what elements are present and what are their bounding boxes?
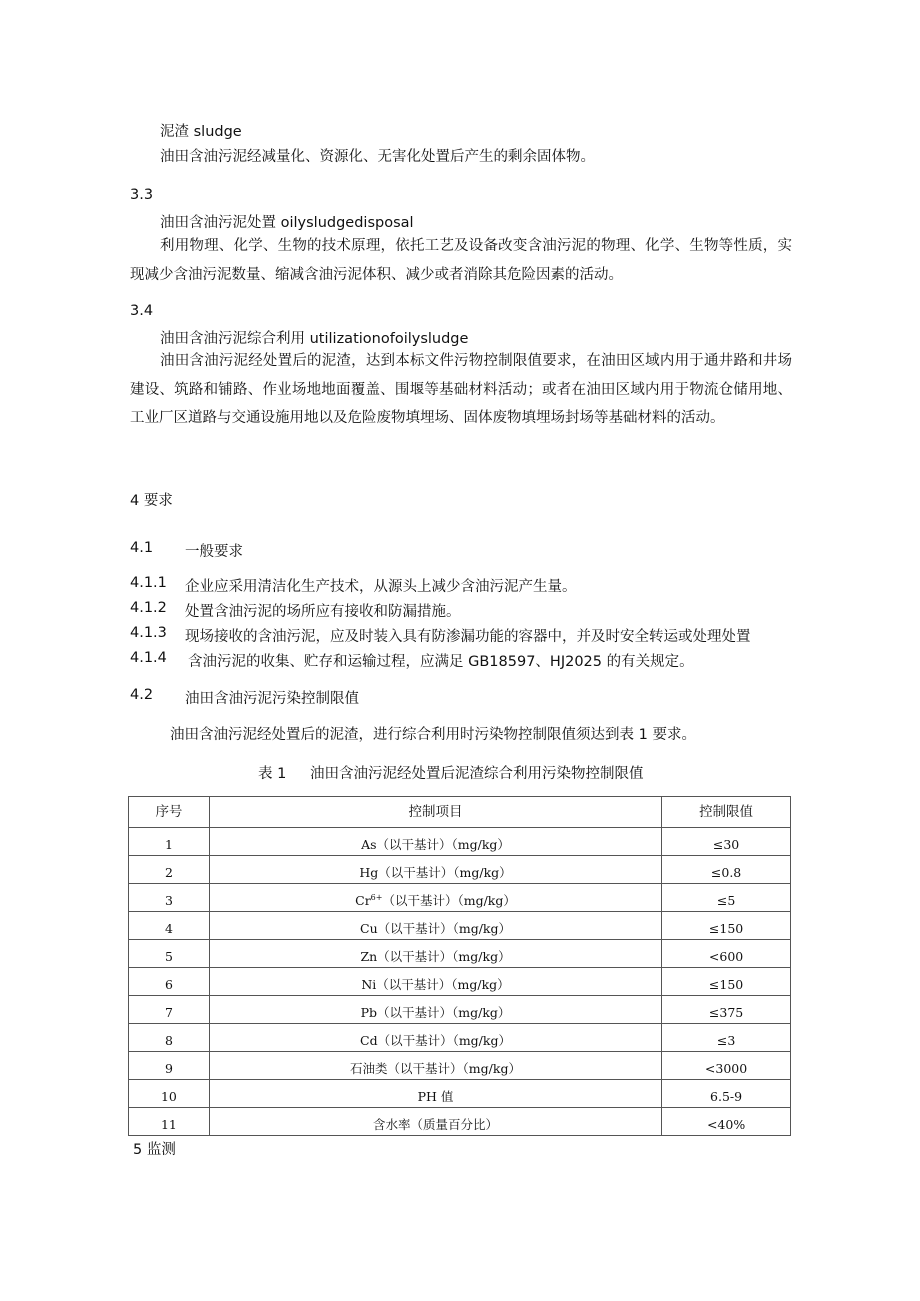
cell-index: 4	[129, 912, 210, 940]
section-title-4-2: 油田含油污泥污染控制限值	[185, 691, 359, 707]
cell-item: Hg（以干基计）（mg/kg）	[209, 856, 661, 884]
table-row	[129, 996, 791, 1024]
term-disposal: 油田含油污泥处置 oilysludgedisposal	[160, 215, 414, 231]
cell-item: Cd（以干基计）（mg/kg）	[209, 1024, 661, 1052]
cell-limit: ≤0.8	[662, 856, 791, 884]
section-number-3-4: 3.4	[130, 303, 154, 319]
charge-superscript: 6+	[370, 892, 383, 902]
table-row	[129, 1108, 791, 1136]
item-number: 4.1.3	[130, 625, 167, 641]
cell-index: 1	[129, 828, 210, 856]
cell-index: 9	[129, 1052, 210, 1080]
item-text: 含油污泥的收集、贮存和运输过程，应满足 GB18597、HJ2025 的有关规定。	[188, 654, 694, 670]
limits-table	[128, 796, 791, 1136]
section-text-4-2: 油田含油污泥经处置后的泥渣，进行综合利用时污染物控制限值须达到表 1 要求。	[170, 727, 696, 743]
table-row	[129, 828, 791, 856]
table-row	[129, 940, 791, 968]
section-number-4-2: 4.2	[130, 687, 154, 703]
table-row	[129, 1024, 791, 1052]
cell-item: 含水率（质量百分比）	[209, 1108, 661, 1136]
cell-item: As（以干基计）（mg/kg）	[209, 828, 661, 856]
table-row	[129, 968, 791, 996]
section-number-3-3: 3.3	[130, 187, 154, 203]
cell-limit: ≤3	[662, 1024, 791, 1052]
cell-item: Pb（以干基计）（mg/kg）	[209, 996, 661, 1024]
cell-limit: ≤375	[662, 996, 791, 1024]
chromium-symbol: Cr	[355, 893, 371, 908]
cell-limit: <40%	[662, 1108, 791, 1136]
cell-item: Ni（以干基计）（mg/kg）	[209, 968, 661, 996]
cell-limit: ≤5	[662, 884, 791, 912]
cell-text: （以干基计）（mg/kg）	[382, 893, 516, 908]
item-number: 4.1.1	[130, 575, 167, 591]
cell-index: 2	[129, 856, 210, 884]
cell-index: 10	[129, 1080, 210, 1108]
table-row	[129, 856, 791, 884]
table-row	[129, 1052, 791, 1080]
cell-index: 5	[129, 940, 210, 968]
item-text: 企业应采用清洁化生产技术，从源头上减少含油污泥产生量。	[185, 579, 577, 595]
term-utilization: 油田含油污泥综合利用 utilizationofoilysludge	[160, 331, 469, 347]
cell-limit: <600	[662, 940, 791, 968]
cell-item: Zn（以干基计）（mg/kg）	[209, 940, 661, 968]
cell-limit: ≤150	[662, 968, 791, 996]
item-number: 4.1.4	[130, 650, 167, 666]
cell-item: 石油类（以干基计）（mg/kg）	[209, 1052, 661, 1080]
cell-item: Cu（以干基计）（mg/kg）	[209, 912, 661, 940]
cell-limit: ≤30	[662, 828, 791, 856]
item-text: 处置含油污泥的场所应有接收和防漏措施。	[185, 604, 461, 620]
table-row	[129, 912, 791, 940]
cell-index: 6	[129, 968, 210, 996]
table-row	[129, 884, 791, 912]
table-caption: 油田含油污泥经处置后泥渣综合利用污染物控制限值	[310, 766, 644, 782]
header-item: 控制项目	[209, 797, 661, 828]
section-heading-4: 4 要求	[130, 493, 173, 509]
cell-item: PH 值	[209, 1080, 661, 1108]
definition-disposal: 利用物理、化学、生物的技术原理，依托工艺及设备改变含油污泥的物理、化学、生物等性质，实现减少含油污泥数量、缩减含油污泥体积、减少或者消除其危险因素的活动。	[130, 238, 792, 283]
cell-limit: ≤150	[662, 912, 791, 940]
table-header-row	[129, 797, 791, 828]
definition-sludge: 油田含油污泥经减量化、资源化、无害化处置后产生的剩余固体物。	[160, 149, 595, 165]
item-text: 现场接收的含油污泥，应及时装入具有防渗漏功能的容器中，并及时安全转运或处理处置	[185, 629, 751, 645]
item-number: 4.1.2	[130, 600, 167, 616]
term-sludge: 泥渣 sludge	[160, 124, 242, 140]
section-heading-5: 5 监测	[133, 1142, 176, 1158]
section-number-4-1: 4.1	[130, 540, 154, 556]
header-index: 序号	[129, 797, 210, 828]
table-caption-number: 表 1	[258, 766, 287, 782]
cell-limit: 6.5-9	[662, 1080, 791, 1108]
cell-item	[209, 884, 661, 912]
header-limit: 控制限值	[662, 797, 791, 828]
cell-index: 11	[129, 1108, 210, 1136]
cell-index: 7	[129, 996, 210, 1024]
table-section	[128, 796, 791, 1160]
cell-limit: <3000	[662, 1052, 791, 1080]
cell-index: 8	[129, 1024, 210, 1052]
definition-utilization: 油田含油污泥经处置后的泥渣，达到本标文件污物控制限值要求，在油田区域内用于通井路和井场建设、筑路和铺路、作业场地地面覆盖、围堰等基础材料活动；或者在油田区域内用于物流仓储用地、工业厂区道路与交通设施用地以及危险废物填埋场、固体废物填埋场封场等基础材料的活动。	[130, 353, 792, 426]
section-title-4-1: 一般要求	[185, 544, 243, 560]
table-row	[129, 1080, 791, 1108]
cell-index: 3	[129, 884, 210, 912]
